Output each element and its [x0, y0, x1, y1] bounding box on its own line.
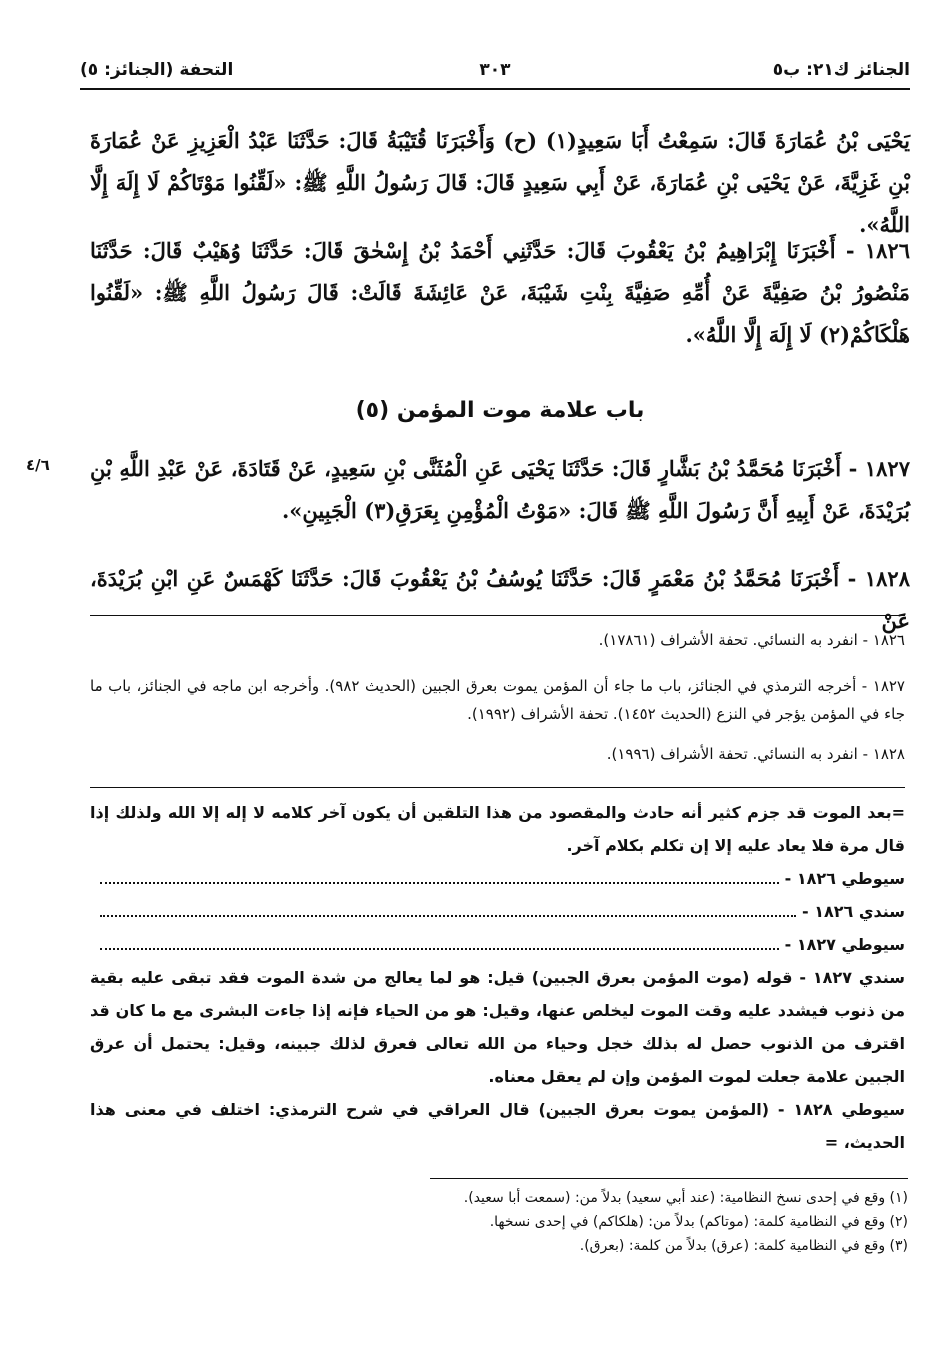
takhrij-note-1827: ١٨٢٧ - أخرجه الترمذي في الجنائز، باب ما جاء أن المؤمن يموت بعرق الجبين (الحديث ٩٨٢). وأخرجه ابن ماجه في الجنائز، باب ما جاء في المؤمن يؤجر في النزع (الحديث ١٤٥٢). تحفة الأشراف (١٩٩٢). — [90, 677, 905, 723]
commentary-line: سيوطي ١٨٢٦ - — [90, 862, 905, 895]
hadith-1826: ١٨٢٦ - أَخْبَرَنَا إِبْرَاهِيمُ بْنُ يَعْقُوبَ قَالَ: حَدَّثَنِي أَحْمَدُ بْنُ إِسْحٰقَ قَالَ: حَدَّثَنَا وُهَيْبٌ قَالَ: حَدَّثَنَا مَنْصُورُ بْنُ صَفِيَّةَ عَنْ أُمِّهِ صَفِيَّةَ بِنْتِ شَيْبَةَ، عَنْ عَائِشَةَ قَالَتْ: قَالَ رَسُولُ اللَّهِ ﷺ: «لَقِّنُوا هَلْكَاكُمْ(٢) لَا إِلَهَ إِلَّا اللَّهُ». — [90, 238, 910, 347]
chapter-title: (٥) باب علامة موت المؤمن — [355, 398, 645, 423]
page-number: ٣٠٣ — [479, 60, 511, 80]
page-header — [80, 58, 910, 90]
footnote: (٣) وقع في النظامية كلمة: (عرق) بدلاً من كلمة: (بعرق). — [579, 1238, 908, 1254]
footnote-divider — [430, 1178, 908, 1179]
footnote: (١) وقع في إحدى نسخ النظامية: (عند أبي سعيد) بدلاً من: (سمعت أبا سعيد). — [463, 1190, 908, 1206]
commentary-sindi-1827: سندي ١٨٢٧ - قوله (موت المؤمن بعرق الجبين) قيل: هو لما يعالج من شدة الموت فقد تبقى عليه بقية من ذنوب فيشدد عليه وقت الموت ليخلص عنها، وقيل: هو من الحياء فإنه إذا جاءت البشرى مع ما كان قد اقترف من الذنوب حصل له بذلك خجل وحياء من الله تعالى فعرق لذلك جبينه، وقيل: يحتمل أن عرق الجبين علامة جعلت لموت المؤمن وإن لم يعقل معناه. — [90, 968, 906, 1086]
takhrij-note-1828: ١٨٢٨ - انفرد به النسائي. تحفة الأشراف (١٩٩٦). — [606, 745, 905, 763]
header-tuhfa-ref: التحفة (الجنائز: ٥) — [80, 60, 234, 80]
hadith-1828: ١٨٢٨ - أَخْبَرَنَا مُحَمَّدُ بْنُ مَعْمَرٍ قَالَ: حَدَّثَنَا يُوسُفُ بْنُ يَعْقُوبَ قَالَ: حَدَّثَنَا كَهْمَسٌ عَنِ ابْنِ بُرَيْدَةَ، عَنْ — [90, 566, 910, 633]
commentary-section — [90, 796, 905, 1159]
footnote: (٢) وقع في النظامية كلمة: (موتاكم) بدلاً من: (هلكاكم) في إحدى نسخها. — [489, 1214, 908, 1230]
divider — [90, 615, 905, 616]
hadith-1827: ١٨٢٧ - أَخْبَرَنَا مُحَمَّدُ بْنُ بَشَّارٍ قَالَ: حَدَّثَنَا يَحْيَى عَنِ الْمُثَنَّى بْنِ سَعِيدٍ، عَنْ قَتَادَةَ، عَنْ عَبْدِ اللَّهِ بْنِ بُرَيْدَةَ، عَنْ أَبِيهِ أَنَّ رَسُولَ اللَّهِ ﷺ قَالَ: «مَوْتُ الْمُؤْمِنِ بِعَرَقِ(٣) الْجَبِينِ». — [90, 456, 910, 523]
margin-reference: ٤/٦ — [26, 456, 50, 474]
commentary-suyuti-1828: سيوطي ١٨٢٨ - (المؤمن يموت بعرق الجبين) قال العراقي في شرح الترمذي: اختلف في معنى هذا الحديث، = — [90, 1100, 906, 1152]
header-chapter-ref: الجنائز ك٢١: ب٥ — [772, 60, 910, 80]
footnotes — [430, 1186, 908, 1258]
commentary-line: سيوطي ١٨٢٧ - — [90, 928, 905, 961]
commentary-continued: =بعد الموت قد جزم كثير أنه حادث والمقصود من هذا التلقين أن يكون آخر كلامه لا إله إلا الله ولذلك إذا قال مرة فلا يعاد عليه إلا إن تكلم بكلام آخر. — [90, 803, 905, 855]
hadith-text-continued: يَحْيَى بْنُ عُمَارَةَ قَالَ: سَمِعْتُ أَبَا سَعِيدٍ(١) (ح) وَأَخْبَرَنَا قُتَيْبَةُ قَالَ: حَدَّثَنَا عَبْدُ الْعَزِيزِ عَنْ عُمَارَةَ بْنِ غَزِيَّةَ، عَنْ يَحْيَى بْنِ عُمَارَةَ، عَنْ أَبِي سَعِيدٍ قَالَ: قَالَ رَسُولُ اللَّهِ ﷺ: «لَقِّنُوا مَوْتَاكُمْ لَا إِلَهَ إِلَّا اللَّهُ». — [90, 128, 910, 237]
takhrij-note-1826: ١٨٢٦ - انفرد به النسائي. تحفة الأشراف (١٧٨٦١). — [598, 631, 905, 649]
commentary-line: سندي ١٨٢٦ - — [90, 895, 905, 928]
divider — [90, 787, 905, 788]
